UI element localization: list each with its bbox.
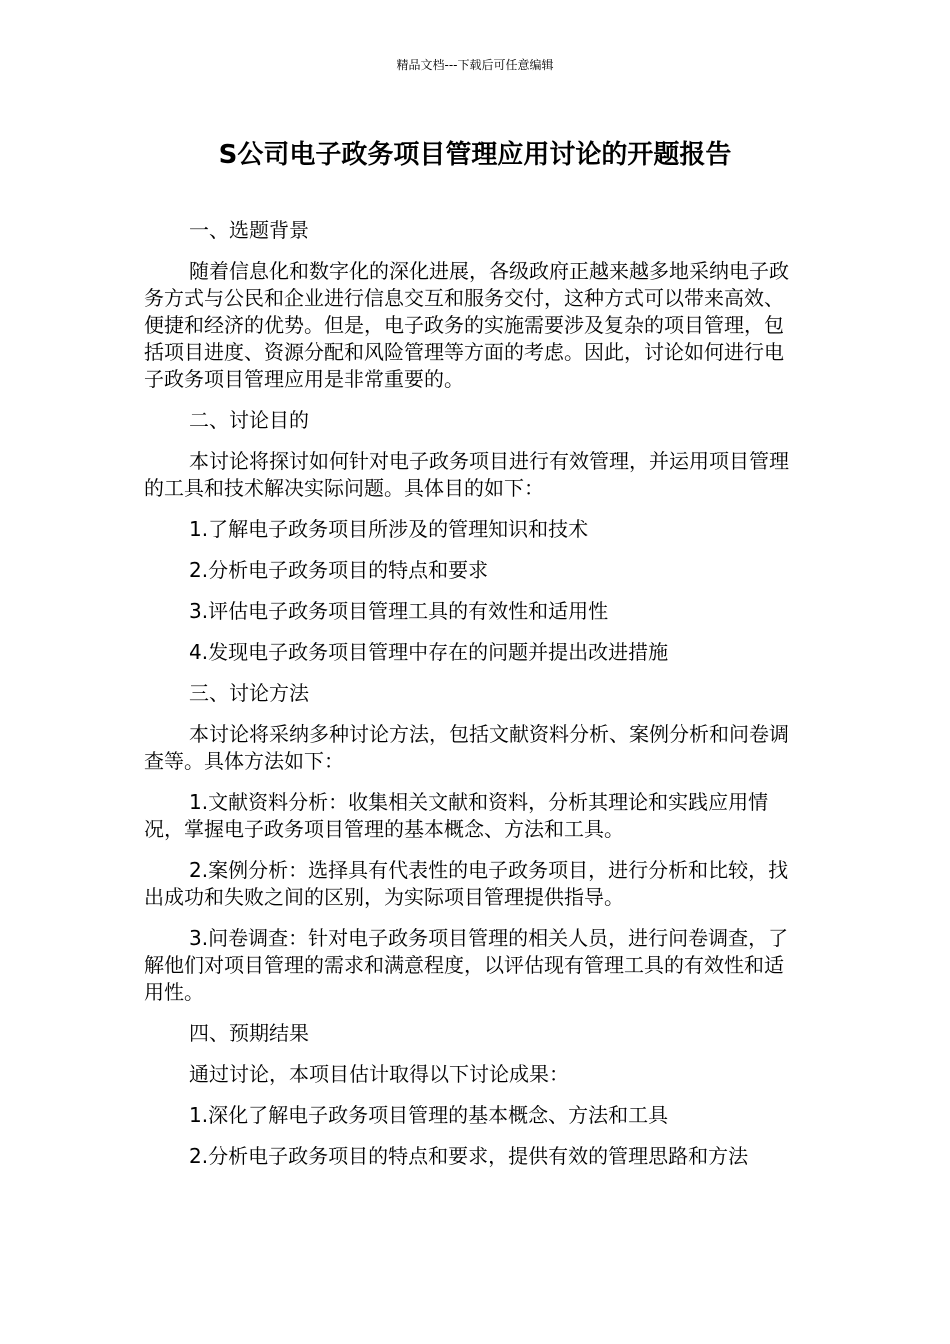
list-item-purpose-4: 4.发现电子政务项目管理中存在的问题并提出改进措施: [189, 640, 669, 664]
paragraph-results-intro: 通过讨论，本项目估计取得以下讨论成果：: [189, 1062, 569, 1086]
list-item-method-1: 1.文献资料分析：收集相关文献和资料，分析其理论和实践应用情况，掌握电子政务项目管理的基本概念、方法和工具。: [144, 790, 769, 841]
paragraph-background: 随着信息化和数字化的深化进展，各级政府正越来越多地采纳电子政务方式与公民和企业进行信息交互和服务交付，这种方式可以带来高效、便捷和经济的优势。但是，电子政务的实施需要涉及复杂的项目管理，包括项目进度、资源分配和风险管理等方面的考虑。因此，讨论如何进行电子政务项目管理应用是非常重要的。: [144, 259, 789, 391]
list-item-results-1: 1.深化了解电子政务项目管理的基本概念、方法和工具: [189, 1103, 669, 1127]
page-header: 精品文档---下载后可任意编辑: [396, 58, 554, 72]
paragraph-purpose-intro: 本讨论将探讨如何针对电子政务项目进行有效管理，并运用项目管理的工具和技术解决实际问题。具体目的如下：: [144, 449, 789, 500]
list-item-purpose-3: 3.评估电子政务项目管理工具的有效性和适用性: [189, 599, 609, 623]
section-heading-purpose: 二、讨论目的: [189, 408, 309, 432]
section-heading-background: 一、选题背景: [189, 218, 309, 242]
list-item-results-2: 2.分析电子政务项目的特点和要求，提供有效的管理思路和方法: [189, 1144, 749, 1168]
document-title: S公司电子政务项目管理应用讨论的开题报告: [218, 140, 732, 170]
section-heading-method: 三、讨论方法: [189, 681, 309, 705]
list-item-purpose-2: 2.分析电子政务项目的特点和要求: [189, 558, 489, 582]
list-item-method-2: 2.案例分析：选择具有代表性的电子政务项目，进行分析和比较，找出成功和失败之间的区别，为实际项目管理提供指导。: [144, 858, 789, 909]
list-item-purpose-1: 1.了解电子政务项目所涉及的管理知识和技术: [189, 517, 589, 541]
paragraph-method-intro: 本讨论将采纳多种讨论方法，包括文献资料分析、案例分析和问卷调查等。具体方法如下：: [144, 722, 789, 773]
list-item-method-3: 3.问卷调查：针对电子政务项目管理的相关人员，进行问卷调查，了解他们对项目管理的需求和满意程度，以评估现有管理工具的有效性和适用性。: [144, 926, 789, 1004]
document-body: [144, 217, 794, 1184]
section-heading-results: 四、预期结果: [189, 1021, 309, 1045]
